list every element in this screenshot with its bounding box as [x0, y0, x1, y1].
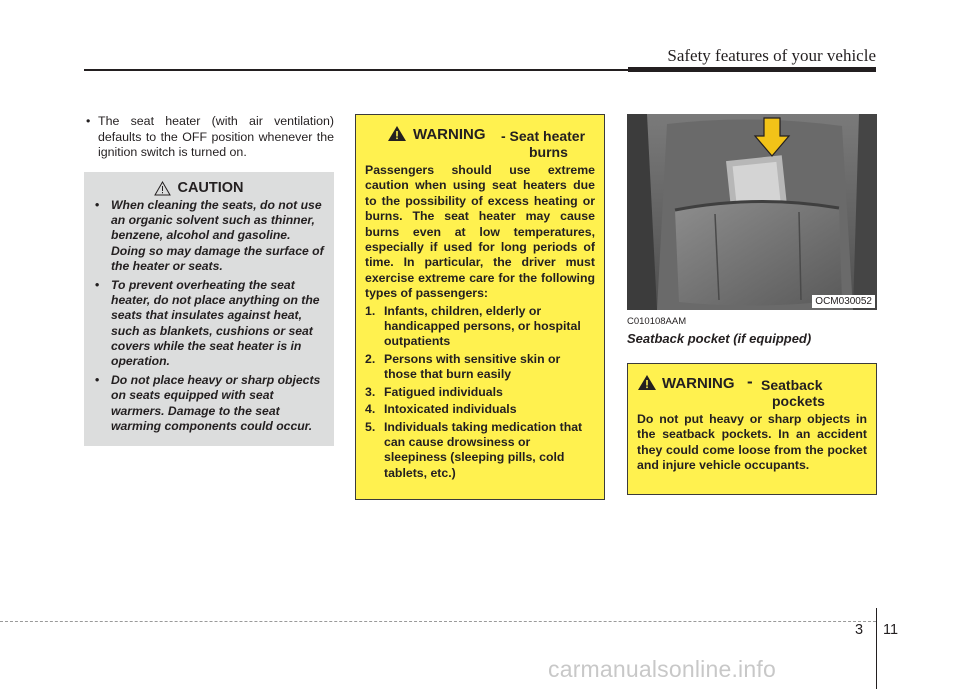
list-item: [365, 385, 595, 400]
list-item: [365, 352, 595, 383]
caution-item-text: To prevent overheating the seat heater, do not place anything on the seats that insulates against heat, such as blankets, cushions or seat covers while the seat heater is in operation.: [111, 278, 320, 369]
footer-divider: [876, 608, 877, 689]
caution-item-text: Do not place heavy or sharp objects on seats equipped with seat warmers. Damage to the seat warming components could occur.: [111, 373, 321, 433]
seatback-pocket-photo: [627, 114, 877, 310]
caution-title: CAUTION: [177, 180, 244, 196]
header-title: Safety features of your vehicle: [667, 46, 876, 65]
list-text: Persons with sensitive skin or those that burn easily: [384, 351, 561, 382]
caution-bullet: •: [95, 198, 100, 212]
caution-bullet: •: [95, 373, 100, 388]
warning-seat-header: [365, 123, 595, 163]
warning-seat-intro: Passengers should use extreme caution when using seat heaters due to the possibility of excess heating or burns. The seat heater may cause burns even at low temperatures, especially if used for long periods of time. In particular, the driver must exercise extreme care for the following types of passengers:: [365, 163, 595, 301]
warning-seat-list: [365, 304, 595, 481]
list-item: [365, 304, 595, 350]
list-text: Infants, children, elderly or handicapped persons, or hospital outpatients: [384, 303, 581, 349]
warning-seat-label: WARNING: [413, 126, 486, 143]
warning-seat-body: [365, 163, 595, 481]
caution-item: [93, 278, 325, 369]
footer-dashed-rule: [0, 621, 876, 622]
warning-pocket-body: [637, 412, 867, 474]
caution-bullet: •: [95, 278, 100, 293]
warning-seatback-pockets-box: [627, 363, 877, 495]
section-code: C010108AAM: [627, 316, 687, 327]
list-number: 4.: [365, 402, 376, 417]
intro-text: The seat heater (with air ventilation) defaults to the OFF position whenever the ignition switch is turned on.: [98, 114, 334, 160]
warning-pocket-text: Do not put heavy or sharp objects in the seatback pockets. In an accident they could come loose from the pocket and injure vehicle occupants.: [637, 412, 867, 473]
caution-item: [93, 198, 325, 274]
watermark: carmanualsonline.info: [548, 656, 776, 682]
page-number: 11: [883, 622, 899, 638]
warning-pocket-subtitle-1: Seatback: [761, 377, 823, 393]
caution-item: [93, 373, 325, 434]
list-text: Intoxicated individuals: [384, 402, 517, 417]
photo-id-label: OCM030052: [812, 295, 875, 308]
list-number: 3.: [365, 384, 376, 399]
warning-seat-subtitle-2: burns: [529, 144, 568, 160]
caution-box: [84, 172, 334, 446]
warning-triangle-icon: [387, 125, 407, 142]
warning-seat-subtitle-1: - Seat heater: [501, 128, 586, 144]
header-rule-accent: [628, 67, 876, 72]
list-number: 1.: [365, 303, 376, 318]
list-number: 5.: [365, 419, 376, 434]
page-chapter-number: 3: [855, 622, 864, 638]
warning-pocket-header: [637, 372, 867, 412]
list-text: Fatigued individuals: [384, 384, 503, 399]
warning-pocket-subtitle-2: pockets: [772, 393, 825, 409]
caution-header: [73, 180, 325, 196]
intro-bullet: •: [86, 114, 91, 128]
seatback-pocket-illustration: [627, 114, 877, 310]
warning-triangle-icon: [637, 374, 657, 391]
warning-pocket-dash: -: [747, 372, 753, 391]
warning-seat-heater-box: [355, 114, 605, 500]
list-item: [365, 402, 595, 417]
list-number: 2.: [365, 351, 376, 366]
list-item: [365, 420, 595, 482]
list-text: Individuals taking medication that can cause drowsiness or sleepiness (sleeping pills, cold tablets, etc.): [384, 419, 583, 480]
warning-pocket-label: WARNING: [662, 375, 735, 392]
caution-item-text: When cleaning the seats, do not use an organic solvent such as thinner, benzene, alcohol and gasoline. Doing so may damage the surface of the heater or seats.: [111, 198, 324, 273]
caution-triangle-icon: [154, 181, 171, 196]
figure-caption: Seatback pocket (if equipped): [627, 331, 812, 346]
intro-paragraph: [84, 114, 334, 161]
